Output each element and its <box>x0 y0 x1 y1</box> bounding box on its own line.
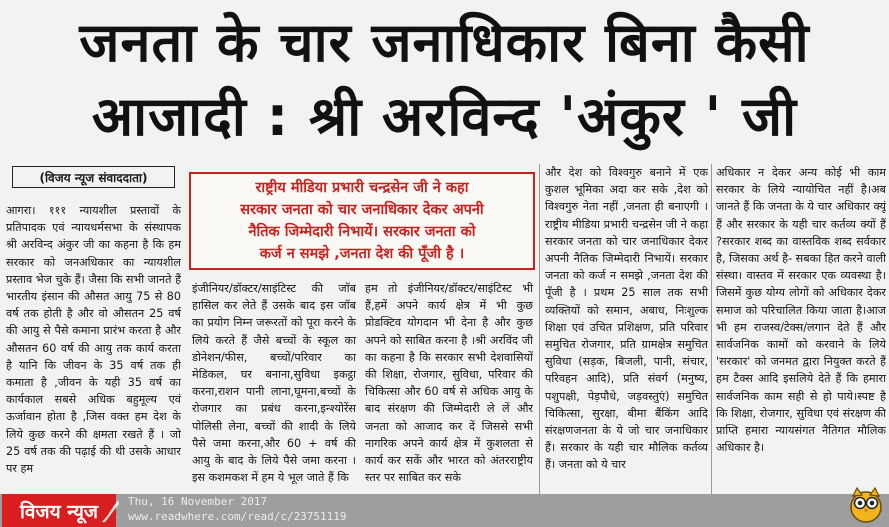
source-url[interactable]: www.readwhere.com/read/c/23751119 <box>128 510 347 523</box>
newspaper-logo[interactable] <box>2 494 116 527</box>
article-column-1: आगरा। १११ न्यायशील प्रस्तावों के प्रतिपादक एवं न्यायधर्मसभा के संस्थापक श्री अरविन्द अंकुर जी का कहना है कि हम सरकार को जनअधिकार का न्यायशील प्रस्ताव भेज चुके हैं। जैसा कि सभी जानते हैं भारतीय इंसान की औसत आयु 75 से 80 वर्ष तक होती है और वो औसतन 25 वर्ष की आयु से पैसे कमाना प्रारंभ करता है और औसतन 60 वर्ष की आयु तक कार्य करता है यानि कि जीवन के 35 वर्ष तक ही कमाता है ,जीवन के यही 35 वर्ष का कार्यकाल सबसे अधिक बहुमूल्य एवं ऊर्जावान होता है ,जिस वक्त हम देश के लिये कुछ करने की क्षमता रखते हैं । जो 25 वर्ष तक की पढ़ाई की थी उसके आधार पर हम <box>6 204 181 476</box>
pull-quote-box <box>189 172 535 270</box>
article-column-4: और देश को विश्वगुरु बनाने में एक कुशल भूमिका अदा कर सके ,देश को विश्वगुरु नेता नहीं ,जनता ही बनाएगी । राष्ट्रीय मीडिया प्रभारी चन्द्रसेन जी ने कहा सरकार जनता को चार जनाधिकार देकर अपनी नैतिक जिम्मेदारी निभायें। सरकार जनता को कर्ज न समझे ,जनता देश की पूँजी है । प्रथम 25 साल तक सभी व्यक्तियों को समान, अबाध, निःशुल्क शिक्षा एवं उचित प्रशिक्षण, प्रति परिवार समुचित रोजगार, प्रति ग्रामक्षेत्र समुचित सुविधा (सड़क, बिजली, पानी, संचार, परिवहन आदि), प्रति संवर्ग (मनुष्य, पशुपक्षी, पेड़पौधे, जड़वस्तुएं) समुचित चिकित्सा, सुरक्षा, बीमा बैंकिंग आदि संरक्षणजनता के ये जो चार जनाधिकार हैं। सरकार के यही चार मौलिक कर्तव्य हैं। जनता को ये चार <box>545 166 708 472</box>
headline-line-2: आजादी : श्री अरविन्द 'अंकुर ' जी <box>91 85 798 148</box>
headline-line-1: जनता के चार जनाधिकार बिना कैसी <box>79 11 810 74</box>
article-column-5: अधिकार न देकर अन्य कोई भी काम सरकार के लिये न्यायोचित नहीं है।अब जानते हैं कि जनता के ये चार अधिकार क्यूं हैं और सरकार के यही चार कर्तव्य क्यों हैं ?सरकार शब्द का वास्तविक शब्द सर्वकार है, जिसका अर्थ है- सबका हित करने वाली संस्था। वास्तव में सरकार एक व्यवस्था है। जिसमें कुछ योग्य लोगों को अधिकार देकर समाज को परिचालित किया जाता है।आज भी हम राजस्व/टेक्स/लगान देते हैं और सार्वजनिक कामों को करवाने के लिये 'सरकार' को जनमत द्वारा नियुक्त करते हैं हम टैक्स आदि इसलिये देते हैं कि हमारा सार्वजनिक काम सही से हो पाये।स्पष्ट है कि शिक्षा, रोजगार, सुविधा एवं संरक्षण की प्राप्ति हमारा न्यायसंगत नैतिगत मौलिक अधिकार है। <box>716 166 886 455</box>
headline <box>0 0 889 160</box>
publish-date: Thu, 16 November 2017 <box>128 495 268 508</box>
article-column-2: इंजीनियर/डॉक्टर/साइंटिस्ट की जॉब हासिल कर लेते हैं उसके बाद इस जॉब का प्रयोग निम्न जरूरतों को पूरा करने के लिये करते हैं जैसे बच्चों के स्कूल का डोनेशन/फीस, बच्चों/परिवार का मेडिकल, घर बनाना,सुविधा इकट्ठा करना,राशन पानी लाना,घूमना,बच्चों के रोजगार का प्रबंध करना,इन्श्योरेंस पोलिसी लेना, बच्चों की शादी के लिये पैसे जमा करना,और 60 + वर्ष की आयु के बाद के लिये पैसे जमा करना । इस कशमकश में हम ये भूल जाते हैं कि <box>192 282 356 485</box>
article-column-3: हम तो इंजीनियर/डॉक्टर/साइंटिस्ट भी हैं,हमें अपने कार्य क्षेत्र में भी कुछ प्रोडक्टिव योगदान भी देना है और कुछ अपने को साबित करना है ।श्री अरविंद जी का कहना है कि सरकार सभी देशवासियों की शिक्षा, रोजगार, सुविधा, परिवार की चिकित्सा और 60 वर्ष से अधिक आयु के बाद संरक्षण की जिम्मेदारी ले लें और जनता को आजाद कर दें जिससे सभी नागरिक अपने कार्य क्षेत्र में कुशलता से कार्य कर सकें और भारत को अंतरराष्ट्रीय स्तर पर साबित कर सके <box>365 282 533 485</box>
logo-text: विजय न्यूज <box>20 500 98 523</box>
column-divider <box>539 164 540 496</box>
owl-mascot-icon[interactable] <box>846 484 886 524</box>
pull-quote-text: राष्ट्रीय मीडिया प्रभारी चन्द्रसेन जी ने कहा सरकार जनता को चार जनाधिकार देकर अपनी नैतिक जिम्मेदारी निभायें। सरकार जनता को कर्ज न समझे ,जनता देश की पूँजी है । <box>240 180 484 262</box>
logo-swoosh-icon <box>100 498 120 524</box>
byline: (विजय न्यूज संवाददाता) <box>12 166 175 188</box>
page-meta <box>128 494 347 524</box>
column-divider <box>711 164 712 496</box>
